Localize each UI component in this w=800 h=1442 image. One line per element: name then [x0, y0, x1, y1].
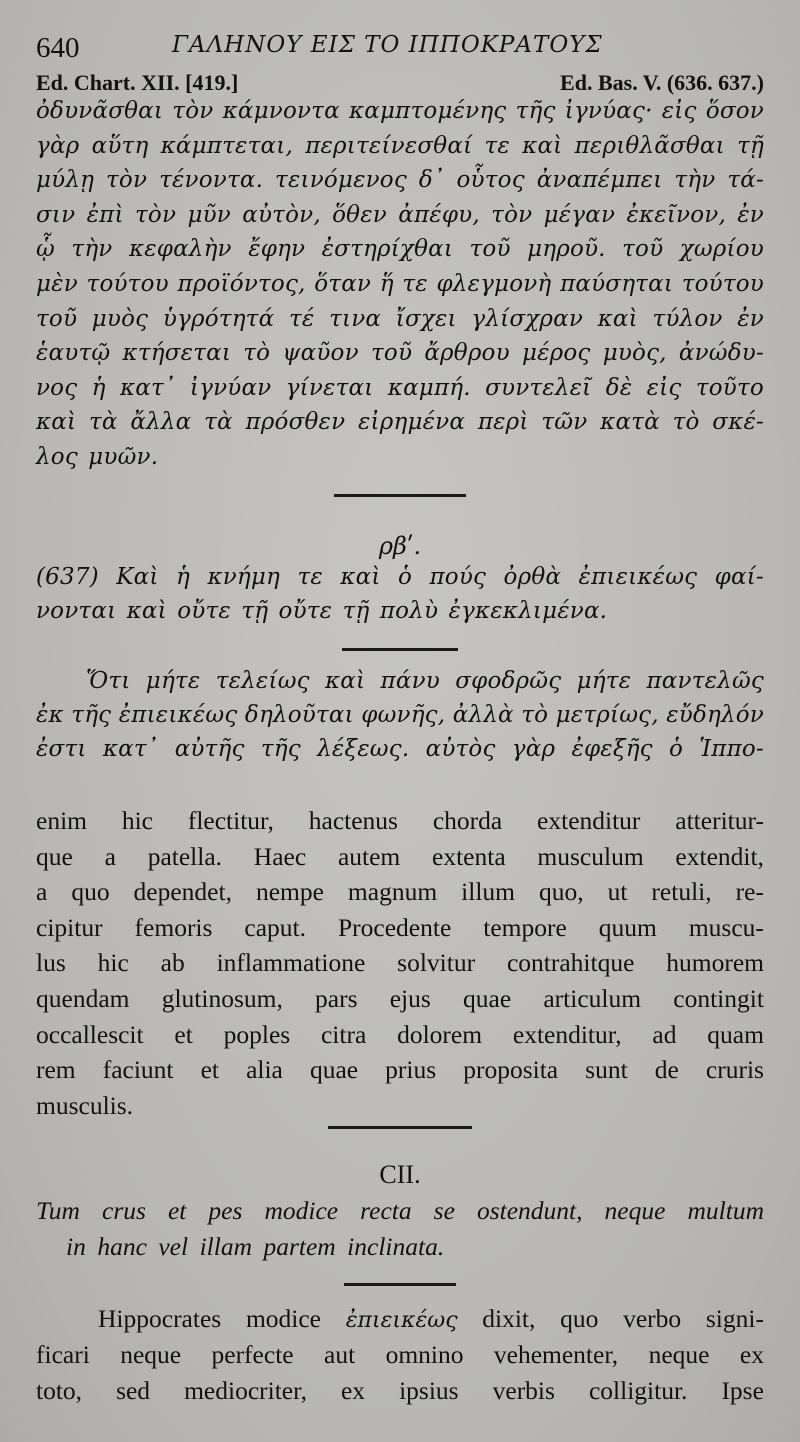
text-line — [36, 1091, 764, 1121]
word: αὕτη — [91, 132, 149, 159]
word: extenditur — [537, 806, 641, 835]
word: articulum — [543, 984, 642, 1013]
word: inflammatione — [216, 948, 366, 978]
word: in — [66, 1232, 86, 1261]
word: ἐν — [737, 305, 764, 332]
word: μὲν — [36, 271, 78, 297]
word: ἐπιεικέως — [118, 702, 238, 728]
word: vehementer, — [493, 1340, 619, 1369]
text-line — [36, 913, 764, 943]
word: εἰρημένα — [358, 409, 466, 436]
word: quendam — [36, 984, 130, 1013]
text-line — [36, 306, 764, 332]
word: μύλῃ — [36, 167, 95, 194]
word: τεινόμενος — [275, 167, 407, 194]
word: οὗτος — [456, 167, 525, 194]
word: aut — [324, 1340, 356, 1369]
word: ἄρθρου — [424, 340, 510, 367]
word: neque — [648, 1340, 710, 1369]
word: ex — [739, 1340, 764, 1369]
word: musculis. — [36, 1090, 134, 1120]
word: οὔτε — [278, 598, 333, 624]
word: ut — [607, 877, 628, 907]
word: re- — [735, 877, 764, 907]
word: pes — [208, 1196, 243, 1225]
word: retuli, — [651, 877, 712, 907]
word: tempore — [483, 912, 567, 942]
word: extenta — [432, 841, 506, 871]
word: τὸ — [672, 409, 700, 436]
word: ejus — [389, 984, 431, 1013]
word: multum — [687, 1196, 764, 1225]
word: omnino — [385, 1340, 464, 1369]
running-title: ΓΑΛΗΝΟΥ ΕΙΣ ΤΟ ΙΠΠΟΚΡΑΤΟΥΣ — [172, 32, 603, 58]
edition-reference-right: Ed. Bas. V. (636. 637.) — [560, 70, 764, 95]
word: Tum — [36, 1196, 80, 1225]
word: τὸν — [172, 98, 214, 124]
word: ἐστηρίχθαι — [321, 236, 454, 263]
word: musculum — [537, 841, 644, 871]
text-line — [36, 1376, 764, 1406]
word: δ᾽ — [418, 167, 445, 194]
word: μετρίως, — [555, 702, 659, 728]
word: μέγαν — [543, 201, 616, 228]
word: ex — [340, 1376, 366, 1405]
edition-reference-left: Ed. Chart. XII. [419.] — [36, 70, 239, 95]
word: τά- — [727, 167, 764, 194]
lemma-divider-rule — [344, 1283, 456, 1286]
word: φλεγμονὴ — [436, 271, 552, 297]
word: τούτου — [86, 271, 169, 297]
word: εὔδηλόν — [666, 702, 764, 728]
word: τέ — [288, 305, 315, 332]
word: ἰγνύας· — [564, 98, 653, 124]
word: καὶ — [126, 598, 167, 624]
word: ἰγνύαν — [189, 374, 272, 401]
text-line — [36, 1020, 764, 1050]
word: inclinata. — [347, 1232, 445, 1261]
word: Ἱππο- — [699, 736, 764, 762]
word: προϊόντος, — [177, 271, 306, 297]
word: contingit — [673, 984, 764, 1013]
word: illum — [461, 877, 515, 907]
word: γλίσχραν — [471, 305, 584, 332]
word: poples — [223, 1019, 291, 1049]
word: glutinosum, — [161, 984, 283, 1013]
word: τῇ — [241, 598, 269, 624]
word: ἐφεξῆς — [571, 736, 653, 762]
word: μυὸς — [91, 305, 149, 332]
word: τῆς — [260, 736, 301, 762]
word: τινα — [329, 305, 382, 332]
word: οὔτε — [177, 598, 231, 624]
word: Ipse — [721, 1376, 764, 1405]
word: εἰς — [646, 374, 682, 401]
word: νονται — [36, 598, 117, 624]
word: τῇ — [737, 132, 764, 159]
word: quae — [309, 1055, 359, 1085]
word: sed — [116, 1376, 151, 1405]
word: citra — [320, 1019, 367, 1049]
word: ἐγκεκλιμένα. — [448, 598, 608, 624]
word: vel — [158, 1232, 189, 1261]
word: τὴν — [71, 236, 113, 263]
word: Procedente — [338, 912, 452, 942]
word: cipitur — [36, 912, 103, 942]
text-line — [36, 806, 764, 836]
word: modice — [245, 1304, 321, 1333]
word: κάμνοντα — [222, 98, 340, 124]
word: ἐκ — [36, 702, 64, 728]
word: enim — [36, 806, 87, 835]
word: τοῦ — [469, 236, 511, 263]
word: alia — [246, 1055, 283, 1085]
word: παύσηται — [560, 271, 674, 297]
word: humorem — [666, 948, 764, 978]
word: κατ᾽ — [119, 374, 176, 401]
word: σκέ- — [712, 409, 764, 436]
word: κνήμη — [207, 564, 281, 590]
word: ipsius — [399, 1376, 459, 1405]
word: παντελῶς — [646, 668, 764, 694]
word: μῦν — [187, 201, 231, 228]
word: sunt — [585, 1055, 628, 1085]
word: ὑγρότητά — [162, 305, 275, 332]
word: colligitur. — [588, 1376, 688, 1405]
text-line — [36, 236, 764, 262]
word: τὸν — [491, 201, 533, 228]
word: Ὅτι — [86, 668, 131, 694]
word: πρόσθεν — [245, 409, 346, 436]
word: ἐκεῖνον, — [626, 201, 726, 228]
word: mediocriter, — [184, 1376, 307, 1405]
text-line — [36, 1196, 764, 1226]
page-number: 640 — [36, 32, 80, 64]
word: de — [654, 1055, 679, 1085]
section-divider-rule — [334, 494, 466, 497]
word: γίνεται — [285, 374, 374, 401]
word: et — [167, 1196, 187, 1225]
word: μηροῦ. — [527, 236, 606, 263]
word: a — [36, 877, 48, 907]
word: (637) — [36, 564, 99, 590]
word: prius — [385, 1055, 437, 1085]
text-line — [36, 702, 764, 728]
word: τὰ — [204, 409, 233, 436]
word: περὶ — [477, 409, 529, 436]
word: τοῦ — [622, 236, 664, 263]
word: κεφαλὴν — [128, 236, 232, 263]
section-divider-rule — [328, 1126, 472, 1129]
word: se — [433, 1196, 455, 1225]
word: que — [36, 841, 73, 871]
word: occallescit — [36, 1019, 144, 1049]
word: ψαῦον — [282, 340, 359, 367]
word: σφοδρῶς — [455, 668, 562, 694]
word: perfecte — [211, 1340, 294, 1369]
word: ἀναπέμπει — [536, 167, 663, 194]
word: recta — [360, 1196, 412, 1225]
word: μήτε — [576, 668, 632, 694]
word: δηλοῦται — [244, 702, 354, 728]
word: λος — [36, 444, 78, 470]
word: verbis — [492, 1376, 555, 1405]
word: τῆς — [515, 98, 556, 124]
word: περιτείνεσθαί — [305, 132, 473, 159]
word: Καὶ — [116, 564, 159, 590]
word: καὶ — [340, 564, 381, 590]
word: contrahitque — [506, 948, 635, 978]
word: τῶν — [541, 409, 588, 436]
word: αὐτὸς — [425, 736, 496, 762]
word: μυῶν. — [88, 444, 159, 470]
word: magnum — [347, 877, 438, 907]
word: ἡ — [176, 564, 191, 590]
text-line — [36, 984, 764, 1014]
text-line — [36, 1055, 764, 1085]
word: πάνυ — [380, 668, 440, 694]
word: πολὺ — [379, 598, 439, 624]
word: λέξεως. — [317, 736, 410, 762]
word: neque — [604, 1196, 666, 1225]
word: ὅταν — [314, 271, 372, 297]
word: modice — [264, 1196, 339, 1225]
greek-section-number: ρβʹ. — [378, 532, 422, 560]
word: ἐστι — [36, 736, 87, 762]
word: lus — [36, 948, 66, 978]
text-line — [36, 340, 764, 366]
word: τῇ — [342, 598, 370, 624]
word: solvitur — [397, 948, 476, 978]
word: ἥ — [379, 271, 394, 297]
text-line — [36, 375, 764, 401]
word: συντελεῖ — [485, 374, 592, 401]
word: caput. — [244, 912, 307, 942]
text-line — [36, 564, 764, 590]
word: πούς — [429, 564, 487, 590]
word: δὲ — [605, 374, 633, 401]
word: τε — [402, 271, 428, 297]
word: patella. — [147, 841, 223, 871]
word: τὸ — [521, 702, 549, 728]
word: crus — [102, 1196, 146, 1225]
word: quo — [560, 1304, 599, 1333]
word: quum — [598, 912, 657, 942]
word: τύλον — [652, 305, 723, 332]
word: καὶ — [522, 132, 563, 159]
word: καὶ — [597, 305, 638, 332]
word: ὅσον — [705, 98, 764, 124]
word: hactenus — [308, 806, 398, 835]
word: κτήσεται — [122, 340, 232, 367]
word: τῆς — [71, 702, 112, 728]
text-line — [36, 133, 764, 159]
word: ἡ — [91, 374, 106, 401]
text-line — [98, 1304, 764, 1334]
word: dolorem — [397, 1019, 483, 1049]
word: αὐτῆς — [174, 736, 245, 762]
word: τε — [297, 564, 323, 590]
text-line — [86, 668, 764, 694]
word: pars — [315, 984, 358, 1013]
word: φωνῆς, — [361, 702, 446, 728]
word: hic — [97, 948, 129, 978]
word: φαί- — [714, 564, 764, 590]
word: τοῦ — [370, 340, 413, 367]
word: ἀλλὰ — [452, 702, 514, 728]
word: ἐπὶ — [86, 201, 124, 228]
word: γὰρ — [36, 132, 80, 159]
word: ἐν — [737, 201, 764, 228]
word: chorda — [432, 806, 503, 835]
word: et — [174, 1019, 193, 1049]
word: κατ᾽ — [102, 736, 159, 762]
word: ἐπιεικέως — [578, 564, 698, 590]
word: τελείως — [215, 668, 310, 694]
word: τοῦ — [36, 305, 78, 332]
word: verbo — [623, 1304, 682, 1333]
word: Hippocrates — [98, 1304, 222, 1333]
word: τούτου — [681, 271, 764, 297]
word: περιθλᾶσθαι — [574, 132, 725, 159]
word: καμπτομένης — [349, 98, 507, 124]
word: a — [104, 841, 116, 871]
text-line — [36, 167, 764, 193]
word: signi- — [705, 1304, 764, 1333]
text-line — [36, 98, 764, 124]
text-line — [36, 736, 764, 762]
word: cruris — [705, 1055, 764, 1085]
word: χωρίου — [679, 236, 764, 263]
word: dependet, — [133, 877, 232, 907]
word: atteritur- — [675, 806, 764, 835]
word: ὁ — [669, 736, 684, 762]
word: ὀδυνᾶσθαι — [36, 98, 164, 124]
word: extendit, — [675, 841, 764, 871]
word: extenditur, — [512, 1019, 622, 1049]
word: ἀνώδυ- — [678, 340, 764, 367]
word: τοῦτο — [695, 374, 764, 401]
word: τὴν — [674, 167, 716, 194]
word: εἰς — [661, 98, 697, 124]
word: ab — [160, 948, 185, 978]
word: μήτε — [145, 668, 201, 694]
word: dixit, — [482, 1304, 536, 1333]
word: proposita — [463, 1055, 559, 1085]
word: νος — [36, 374, 78, 401]
text-line — [36, 444, 764, 470]
word: ᾧ — [36, 236, 55, 263]
word: ad — [652, 1019, 677, 1049]
word: καὶ — [36, 409, 77, 436]
word: quo, — [538, 877, 584, 907]
word: ostendunt, — [476, 1196, 583, 1225]
word: μέρος — [521, 340, 591, 367]
word: ἴσχει — [395, 305, 457, 332]
word: ἔφην — [248, 236, 306, 263]
word: τὰ — [88, 409, 118, 436]
word: muscu- — [688, 912, 764, 942]
word: quam — [707, 1019, 764, 1049]
text-line — [36, 202, 764, 228]
word: partem — [263, 1232, 336, 1261]
text-line — [66, 1232, 764, 1262]
word: autem — [337, 841, 401, 871]
word: faciunt — [102, 1055, 174, 1085]
text-line — [36, 948, 764, 978]
word: quo — [71, 877, 110, 907]
word: ὁ — [398, 564, 413, 590]
word: τὸν — [134, 201, 177, 228]
word: et — [200, 1055, 219, 1085]
word: τε — [484, 132, 510, 159]
text-line — [36, 877, 764, 907]
word: ἀπέφυ, — [398, 201, 480, 228]
word: ὀρθὰ — [503, 564, 562, 590]
word: flectitur, — [187, 806, 274, 835]
word: τὸ — [243, 340, 271, 367]
text-line — [36, 842, 764, 872]
word: σιν — [36, 201, 76, 228]
word: neque — [120, 1340, 182, 1369]
text-line — [36, 271, 764, 297]
word: κάμπτεται, — [160, 132, 293, 159]
lemma-divider-rule — [342, 648, 458, 651]
word: femoris — [134, 912, 213, 942]
word: hic — [121, 806, 153, 835]
word: hanc — [97, 1232, 147, 1261]
word: μυὸς, — [602, 340, 667, 367]
word: ficari — [36, 1340, 90, 1369]
word: ἄλλα — [130, 409, 192, 436]
word: ἑαυτῷ — [36, 340, 111, 367]
word: nempe — [255, 877, 324, 907]
word: γὰρ — [511, 736, 556, 762]
word: Haec — [253, 841, 307, 871]
word: αὐτὸν, — [242, 201, 321, 228]
word: rem — [36, 1055, 76, 1085]
word: illam — [199, 1232, 252, 1261]
word: toto, — [36, 1376, 83, 1405]
word: κατὰ — [600, 409, 660, 436]
latin-section-number: CII. — [379, 1160, 421, 1189]
word: ἐπιεικέως — [345, 1308, 458, 1333]
word: τένοντα. — [159, 167, 264, 194]
text-line — [36, 409, 764, 435]
word: καὶ — [325, 668, 366, 694]
word: quae — [463, 984, 512, 1013]
word: ὅθεν — [332, 201, 387, 228]
word: τὸν — [106, 167, 148, 194]
word: καμπή. — [387, 374, 471, 401]
text-line — [36, 1340, 764, 1370]
text-line — [36, 598, 764, 624]
